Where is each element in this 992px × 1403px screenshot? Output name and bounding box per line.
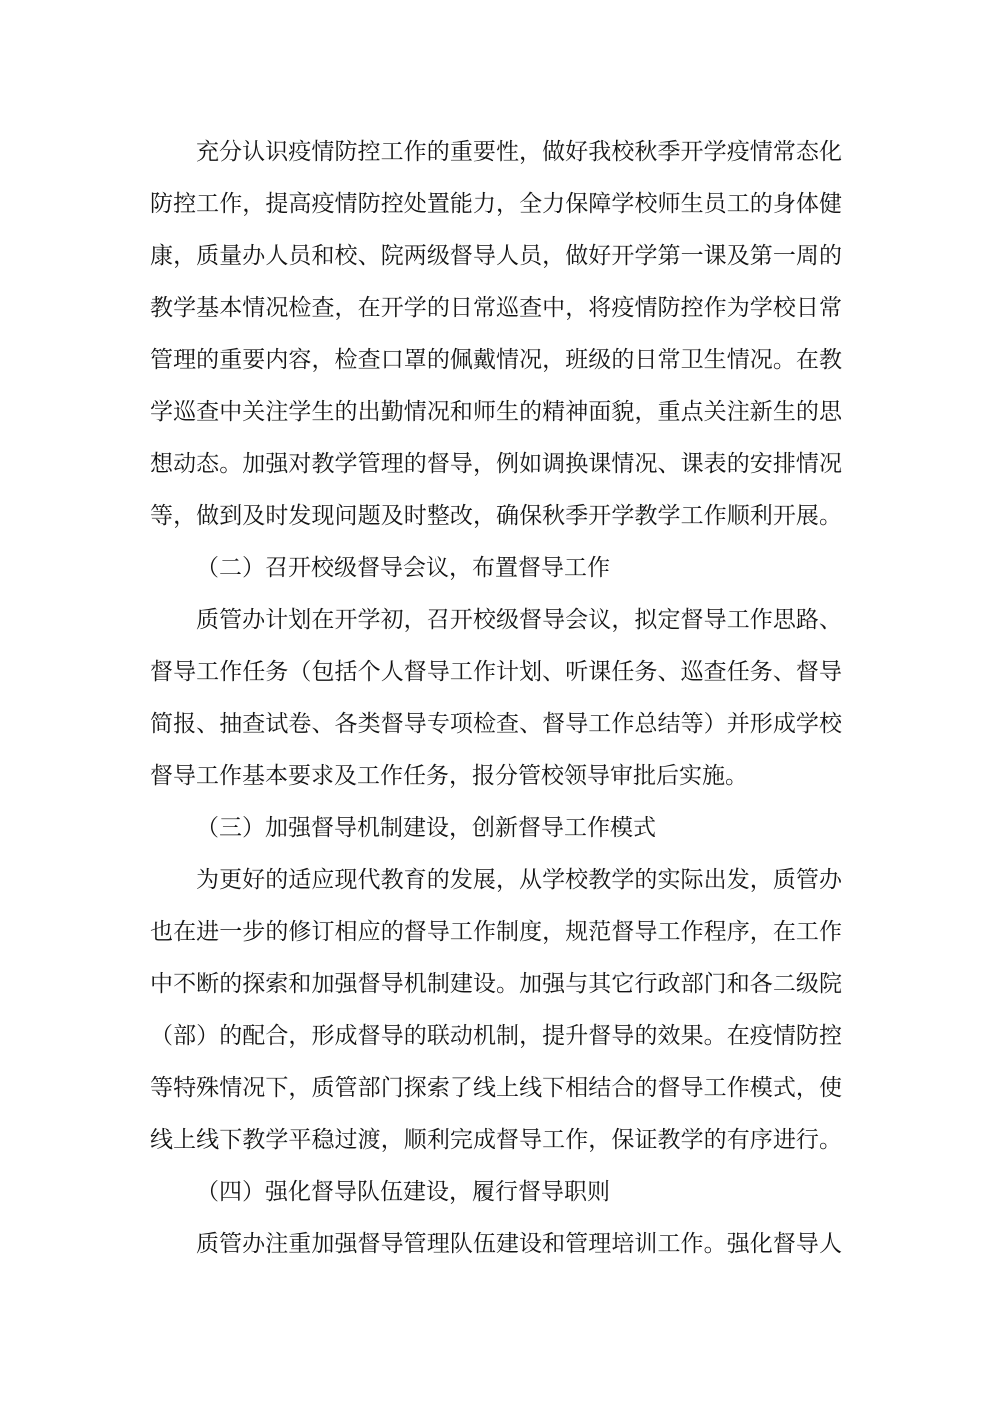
body-line: 督导工作基本要求及工作任务，报分管校领导审批后实施。 [150, 763, 748, 788]
section-heading: （二）召开校级督导会议，布置督导工作 [196, 555, 610, 580]
body-line: 为更好的适应现代教育的发展，从学校教学的实际出发，质管办 [196, 867, 842, 892]
section-heading: （四）强化督导队伍建设，履行督导职则 [196, 1179, 610, 1204]
body-line: （部）的配合，形成督导的联动机制，提升督导的效果。在疫情防控 [150, 1023, 842, 1048]
document-text-block [150, 126, 842, 1270]
body-line: 中不断的探索和加强督导机制建设。加强与其它行政部门和各二级院 [150, 971, 842, 996]
body-line: 充分认识疫情防控工作的重要性，做好我校秋季开学疫情常态化 [196, 139, 842, 164]
section-heading: （三）加强督导机制建设，创新督导工作模式 [196, 815, 656, 840]
body-line: 学巡查中关注学生的出勤情况和师生的精神面貌，重点关注新生的思 [150, 399, 842, 424]
body-line: 质管办注重加强督导管理队伍建设和管理培训工作。强化督导人 [196, 1231, 842, 1256]
body-line: 教学基本情况检查，在开学的日常巡查中，将疫情防控作为学校日常 [150, 295, 842, 320]
body-line: 线上线下教学平稳过渡，顺利完成督导工作，保证教学的有序进行。 [150, 1127, 842, 1152]
body-line: 防控工作，提高疫情防控处置能力，全力保障学校师生员工的身体健 [150, 191, 842, 216]
body-line: 等，做到及时发现问题及时整改，确保秋季开学教学工作顺利开展。 [150, 503, 842, 528]
body-line: 想动态。加强对教学管理的督导，例如调换课情况、课表的安排情况 [150, 451, 842, 476]
body-line: 督导工作任务（包括个人督导工作计划、听课任务、巡查任务、督导 [150, 659, 842, 684]
body-line: 管理的重要内容，检查口罩的佩戴情况，班级的日常卫生情况。在教 [150, 347, 842, 372]
body-line: 简报、抽查试卷、各类督导专项检查、督导工作总结等）并形成学校 [150, 711, 842, 736]
body-line: 康，质量办人员和校、院两级督导人员，做好开学第一课及第一周的 [150, 243, 842, 268]
body-line: 质管办计划在开学初，召开校级督导会议，拟定督导工作思路、 [196, 607, 842, 632]
body-line: 也在进一步的修订相应的督导工作制度，规范督导工作程序，在工作 [150, 919, 842, 944]
body-line: 等特殊情况下，质管部门探索了线上线下相结合的督导工作模式，使 [150, 1075, 842, 1100]
